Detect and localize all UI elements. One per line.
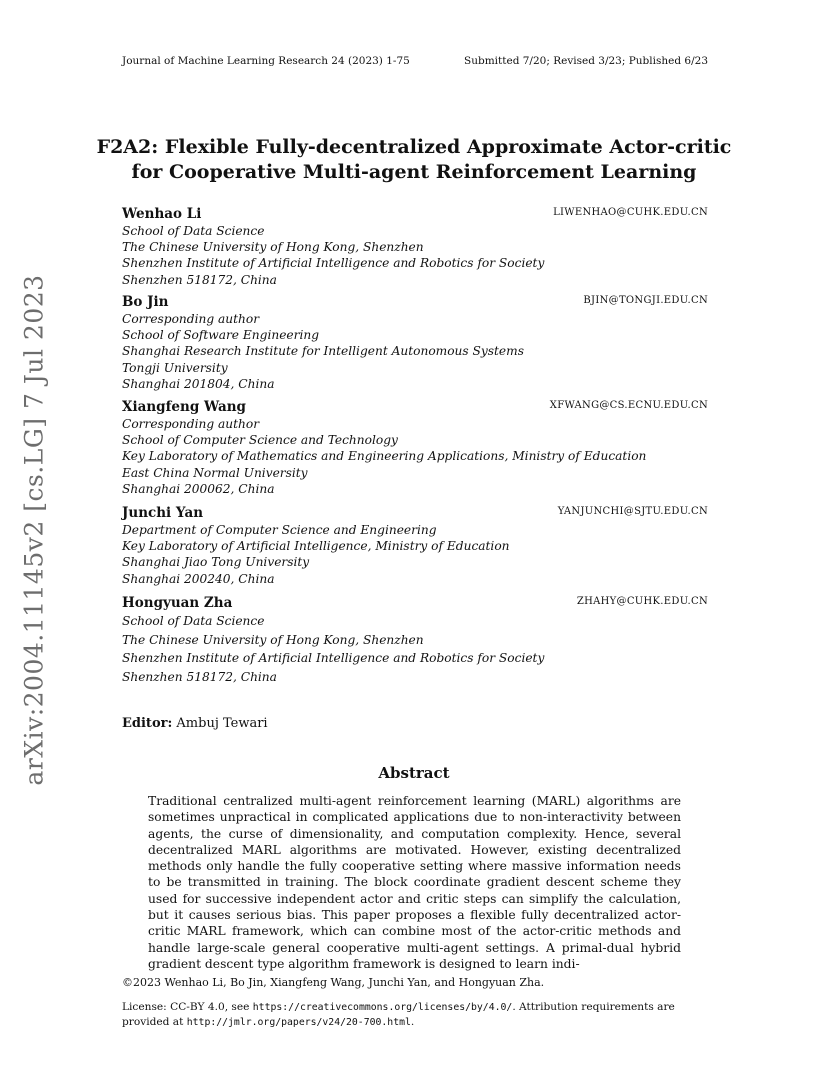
journal-header: Journal of Machine Learning Research 24 (2023) 1-75 [122, 55, 410, 67]
author-name: Hongyuan Zha [122, 595, 233, 611]
author-affiliation: Corresponding author [122, 312, 260, 326]
editor-name: Ambuj Tewari [176, 716, 268, 731]
author-affiliation: School of Data Science [122, 614, 265, 628]
author-email[interactable]: BJIN@TONGJI.EDU.CN [583, 295, 708, 306]
author-affiliation: School of Computer Science and Technology [122, 433, 398, 448]
arxiv-identifier[interactable]: arXiv:2004.11145v2 [cs.LG] 7 Jul 2023 [19, 274, 49, 786]
author-block [122, 505, 708, 587]
author-block [122, 206, 708, 288]
author-email[interactable]: ZHAHY@CUHK.EDU.CN [576, 596, 708, 607]
license-prefix: License: CC-BY 4.0, see [122, 1001, 253, 1013]
editor-line [122, 716, 268, 731]
license-notice [122, 1000, 708, 1030]
author-affiliation: Shenzhen Institute of Artificial Intelligence and Robotics for Society [122, 651, 545, 665]
author-affiliation: Tongji University [122, 360, 228, 375]
author-affiliation: Shanghai Jiao Tong University [122, 555, 310, 570]
copyright-notice: ©2023 Wenhao Li, Bo Jin, Xiangfeng Wang, Junchi Yan, and Hongyuan Zha. [122, 976, 545, 989]
author-affiliation: Shanghai 200062, China [122, 481, 275, 496]
author-name: Xiangfeng Wang [122, 399, 246, 415]
title-line-1: F2A2: Flexible Fully-decentralized Approximate Actor-critic [96, 136, 732, 158]
author-affiliation: Shanghai 201804, China [122, 376, 275, 391]
author-affiliation: Department of Computer Science and Engineering [122, 523, 437, 537]
author-block [122, 294, 708, 392]
paper-title [0, 135, 828, 185]
author-affiliation: Key Laboratory of Mathematics and Engineering Applications, Ministry of Education [122, 449, 647, 464]
author-name: Bo Jin [122, 294, 169, 310]
author-affiliation: The Chinese University of Hong Kong, Shenzhen [122, 240, 424, 255]
abstract-heading: Abstract [378, 764, 450, 782]
author-block [122, 595, 708, 686]
author-affiliation: East China Normal University [122, 465, 308, 480]
author-affiliation: Key Laboratory of Artificial Intelligence, Ministry of Education [122, 539, 510, 554]
author-affiliation: The Chinese University of Hong Kong, Shenzhen [122, 632, 424, 647]
abstract-text: Traditional centralized multi-agent reinforcement learning (MARL) algorithms are sometimes unpractical in complicated applications due to non-interactivity between agents, the curse of dimensionality, and computation complexity. Hence, several decentralized MARL algorithms are motivated. However, existing decentralized methods only handle the fully cooperative setting where massive information needs to be transmitted in training. The block coordinate gradient descent scheme they used for successive independent actor and critic steps can simplify the calculation, but it causes serious bias. This paper proposes a flexible fully decentralized actor-critic MARL framework, which can combine most of the actor-critic methods and handle large-scale general cooperative multi-agent settings. A primal-dual hybrid gradient descent type algorithm framework is designed to learn indi- [148, 794, 681, 971]
title-line-2: for Cooperative Multi-agent Reinforcement Learning [131, 161, 697, 183]
arxiv-stamp [14, 274, 54, 786]
author-name: Wenhao Li [122, 206, 202, 222]
author-affiliation: Corresponding author [122, 417, 260, 431]
author-affiliation: Shenzhen 518172, China [122, 272, 277, 287]
author-block [122, 399, 708, 497]
author-name: Junchi Yan [122, 505, 204, 521]
author-affiliation: School of Data Science [122, 224, 265, 238]
license-mid: . Attribution requirements are provided at [122, 1001, 675, 1028]
license-end: . [410, 1016, 415, 1028]
author-affiliation: Shenzhen Institute of Artificial Intelligence and Robotics for Society [122, 256, 545, 271]
author-email[interactable]: XFWANG@CS.ECNU.EDU.CN [549, 400, 708, 411]
author-email[interactable]: LIWENHAO@CUHK.EDU.CN [553, 207, 708, 218]
author-email[interactable]: YANJUNCHI@SJTU.EDU.CN [557, 506, 708, 517]
author-affiliation: Shenzhen 518172, China [122, 669, 277, 684]
paper-link[interactable]: http://jmlr.org/papers/v24/20-700.html [186, 1017, 411, 1028]
author-affiliation: Shanghai 200240, China [122, 571, 275, 586]
submission-dates: Submitted 7/20; Revised 3/23; Published 6/23 [464, 55, 708, 67]
editor-label: Editor: [122, 716, 173, 731]
author-affiliation: School of Software Engineering [122, 328, 319, 343]
author-affiliation: Shanghai Research Institute for Intelligent Autonomous Systems [122, 344, 524, 359]
license-link[interactable]: https://creativecommons.org/licenses/by/4.0/ [252, 1002, 513, 1013]
